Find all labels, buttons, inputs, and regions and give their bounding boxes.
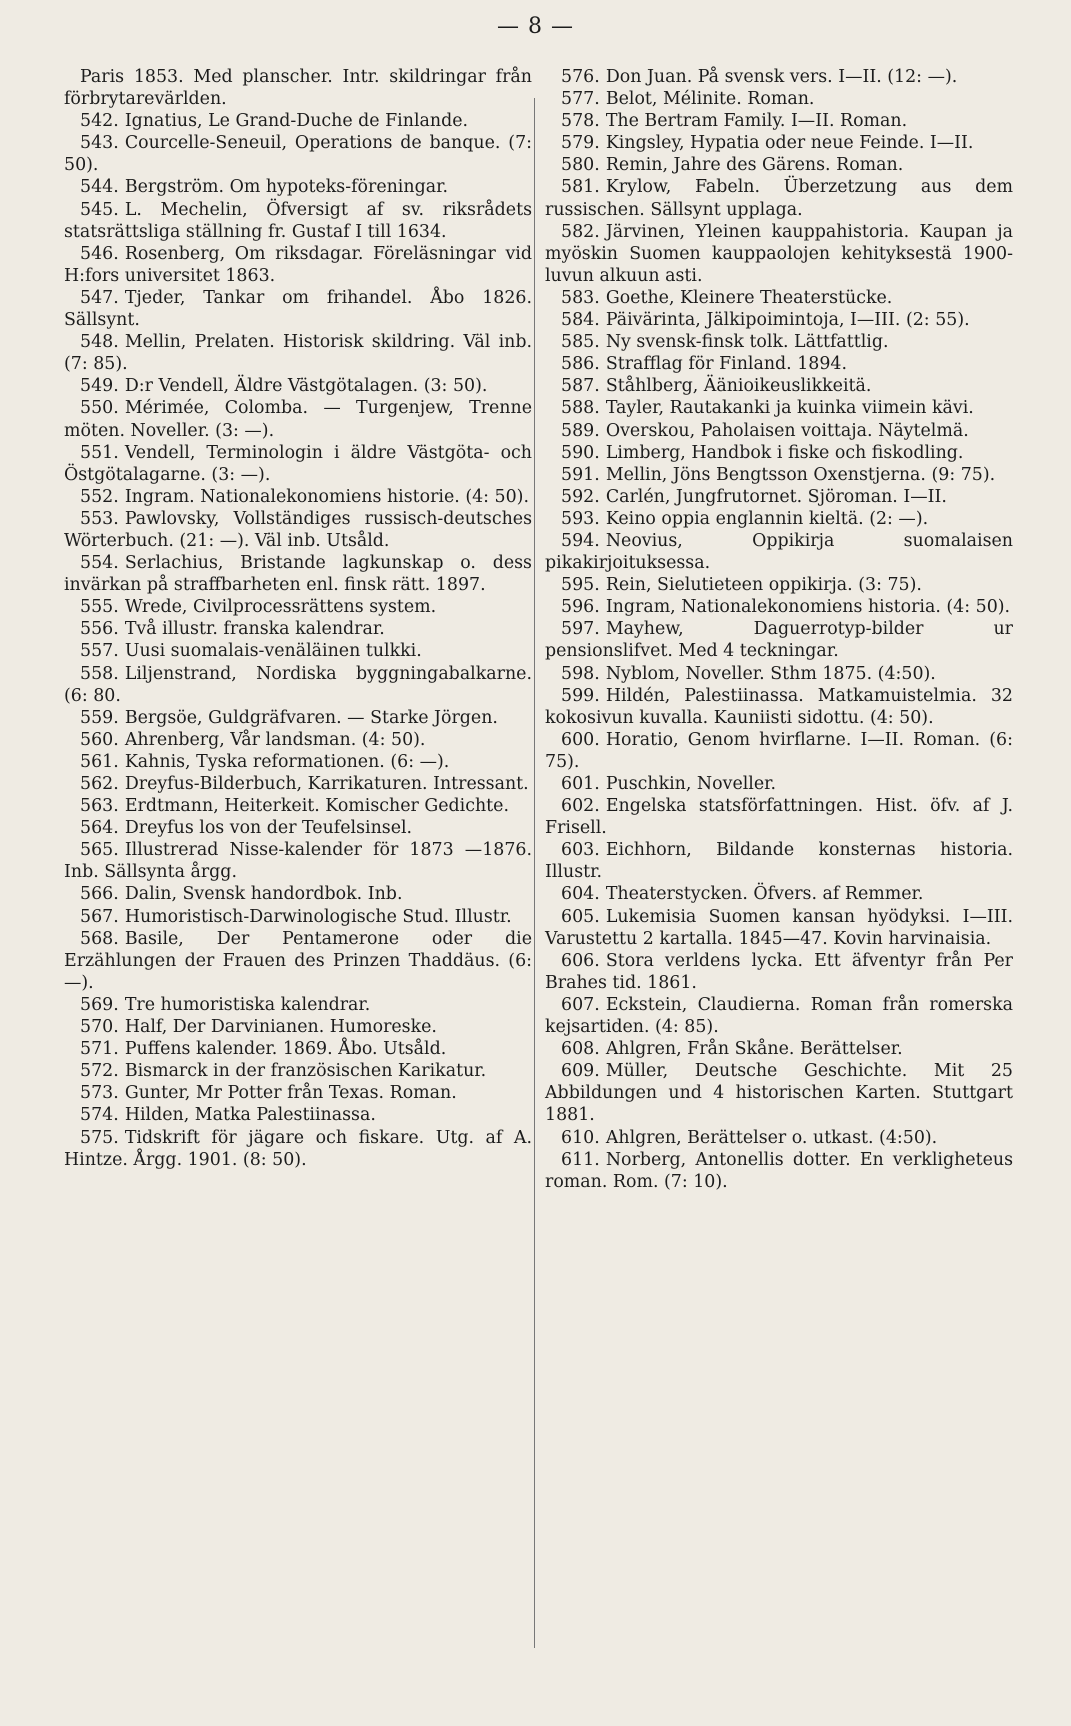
entry-number: 600.: [561, 729, 600, 750]
catalog-entry: [64, 176, 532, 198]
entry-text: Krylow, Fabeln. Überzetzung aus dem russischen. Sällsynt upplaga.: [545, 177, 1013, 220]
catalog-entry: [64, 1082, 532, 1104]
catalog-entry: [545, 1149, 1013, 1193]
catalog-entry: [545, 132, 1013, 154]
entry-number: 544.: [80, 177, 119, 198]
entry-number: 562.: [80, 774, 119, 794]
entry-number: 597.: [561, 619, 600, 640]
entry-number: 602.: [561, 796, 600, 817]
entry-number: 585.: [561, 332, 600, 353]
entry-number: 591.: [561, 464, 600, 485]
entry-text: Humoristisch-Darwinologische Stud. Illustr.: [124, 906, 512, 927]
entry-text: Vendell, Terminologin i äldre Västgöta- och Östgötalagarne. (3: —).: [64, 442, 532, 485]
entry-number: 584.: [561, 310, 600, 331]
entry-number: 606.: [561, 950, 600, 971]
catalog-entry: [545, 331, 1013, 353]
catalog-entry: [64, 199, 532, 243]
entry-text: Ahlgren, Från Skåne. Berättelser.: [605, 1039, 903, 1060]
catalog-entry: [64, 1060, 532, 1082]
entry-text: Dreyfus-Bilderbuch, Karrikaturen. Intressant.: [124, 774, 529, 794]
entry-text: Wrede, Civilprocessrättens system.: [124, 597, 437, 618]
entry-text: Engelska statsförfattningen. Hist. öfv. af J. Frisell.: [545, 796, 1013, 839]
catalog-entry: [64, 618, 532, 640]
entry-text: Horatio, Genom hvirflarne. I—II. Roman. (6: 75).: [545, 729, 1013, 772]
catalog-entry: [545, 994, 1013, 1038]
catalog-entry: [64, 883, 532, 905]
catalog-entry: [64, 331, 532, 375]
catalog-entry: [64, 906, 532, 928]
catalog-entry: [545, 464, 1013, 486]
catalog-entry: [545, 729, 1013, 773]
catalog-entry: [545, 309, 1013, 331]
entry-text: Järvinen, Yleinen kauppahistoria. Kaupan ja myöskin Suomen kauppaolojen kehityksestä 1900-luvun alkuun asti.: [545, 221, 1013, 286]
catalog-entry: [545, 883, 1013, 905]
catalog-entry: [64, 552, 532, 596]
catalog-entry: [64, 751, 532, 773]
catalog-entry: [64, 66, 532, 110]
right-column: [545, 66, 1013, 1193]
catalog-entry: [64, 596, 532, 618]
entry-text: Paris 1853. Med planscher. Intr. skildringar från förbrytarevärlden.: [64, 67, 532, 110]
catalog-entry: [545, 442, 1013, 464]
entry-number: 582.: [561, 221, 600, 242]
entry-number: 543.: [80, 133, 119, 154]
entry-number: 604.: [561, 884, 600, 905]
column-divider: [534, 98, 535, 1648]
entry-text: Uusi suomalais-venäläinen tulkki.: [124, 641, 422, 662]
entry-number: 576.: [561, 67, 600, 87]
entry-number: 593.: [561, 508, 600, 529]
entry-text: Dreyfus los von der Teufelsinsel.: [124, 818, 413, 839]
catalog-entry: [545, 906, 1013, 950]
entry-text: Belot, Mélinite. Roman.: [605, 89, 815, 110]
left-column: [64, 66, 532, 1171]
entry-text: Limberg, Handbok i fiske och fiskodling.: [605, 442, 964, 463]
entry-text: Dalin, Svensk handordbok. Inb.: [124, 884, 403, 905]
entry-number: 590.: [561, 442, 600, 463]
entry-text: Rosenberg, Om riksdagar. Föreläsningar vid H:fors universitet 1863.: [64, 243, 532, 286]
catalog-entry: [64, 773, 532, 795]
entry-text: Gunter, Mr Potter från Texas. Roman.: [124, 1083, 457, 1104]
entry-number: 575.: [80, 1127, 119, 1148]
entry-text: Remin, Jahre des Gärens. Roman.: [605, 155, 904, 176]
catalog-entry: [545, 110, 1013, 132]
entry-number: 567.: [80, 906, 119, 927]
catalog-entry: [64, 663, 532, 707]
page-number: — 8 —: [497, 14, 574, 39]
catalog-entry: [545, 397, 1013, 419]
entry-number: 589.: [561, 420, 600, 441]
entry-number: 552.: [80, 486, 119, 507]
entry-text: Eichhorn, Bildande konsternas historia. Illustr.: [545, 840, 1013, 883]
entry-number: 607.: [561, 994, 600, 1015]
entry-text: Ståhlberg, Äänioikeuslikkeitä.: [605, 376, 872, 397]
catalog-entry: [64, 1016, 532, 1038]
entry-number: 581.: [561, 177, 600, 198]
entry-number: 568.: [80, 928, 119, 949]
entry-text: Goethe, Kleinere Theaterstücke.: [605, 287, 893, 308]
entry-text: D:r Vendell, Äldre Västgötalagen. (3: 50).: [124, 376, 488, 397]
entry-number: 592.: [561, 486, 600, 507]
entry-number: 548.: [80, 332, 119, 353]
entry-text: Ny svensk-finsk tolk. Lättfattlig.: [605, 332, 889, 353]
catalog-entry: [64, 1038, 532, 1060]
catalog-entry: [545, 839, 1013, 883]
entry-text: Tre humoristiska kalendrar.: [124, 994, 371, 1015]
entry-number: 594.: [561, 530, 600, 551]
catalog-entry: [64, 729, 532, 751]
entry-text: Puffens kalender. 1869. Åbo. Utsåld.: [124, 1039, 447, 1060]
entry-number: 598.: [561, 663, 600, 684]
entry-number: 580.: [561, 155, 600, 176]
entry-number: 596.: [561, 597, 600, 618]
catalog-entry: [545, 1060, 1013, 1126]
entry-number: 547.: [80, 287, 119, 308]
entry-text: Tjeder, Tankar om frihandel. Åbo 1826. Sällsynt.: [64, 287, 532, 331]
catalog-entry: [545, 663, 1013, 685]
entry-number: 599.: [561, 685, 600, 706]
entry-text: Hilden, Matka Palestiinassa.: [124, 1105, 376, 1126]
entry-text: Ingram. Nationalekonomiens historie. (4: 50).: [124, 486, 529, 507]
entry-number: 546.: [80, 243, 119, 264]
entry-number: 578.: [561, 111, 600, 132]
entry-number: 605.: [561, 906, 600, 927]
catalog-entry: [64, 707, 532, 729]
entry-text: Kahnis, Tyska reformationen. (6: —).: [124, 751, 450, 772]
entry-text: Mérimée, Colomba. — Turgenjew, Trenne möten. Noveller. (3: —).: [64, 398, 532, 441]
entry-number: 569.: [80, 994, 119, 1015]
catalog-entry: [64, 994, 532, 1016]
entry-text: Ahlgren, Berättelser o. utkast. (4:50).: [605, 1127, 938, 1148]
catalog-entry: [545, 88, 1013, 110]
entry-text: Stora verldens lycka. Ett äfventyr från Per Brahes tid. 1861.: [545, 950, 1013, 993]
entry-number: 560.: [80, 729, 119, 750]
catalog-entry: [64, 795, 532, 817]
entry-text: L. Mechelin, Öfversigt af sv. riksrådets statsrättsliga ställning fr. Gustaf I till 1634.: [64, 199, 532, 242]
catalog-entry: [64, 110, 532, 132]
entry-text: Hildén, Palestiinassa. Matkamuistelmia. 32 kokosivun kuvalla. Kauniisti sidottu. (4: 50).: [545, 685, 1013, 728]
entry-number: 549.: [80, 376, 119, 397]
catalog-entry: [64, 508, 532, 552]
entry-number: 551.: [80, 442, 119, 463]
catalog-entry: [545, 596, 1013, 618]
catalog-entry: [64, 928, 532, 994]
entry-text: Erdtmann, Heiterkeit. Komischer Gedichte.: [124, 796, 509, 817]
catalog-entry: [545, 950, 1013, 994]
entry-number: 556.: [80, 619, 119, 640]
catalog-entry: [545, 154, 1013, 176]
entry-text: Theaterstycken. Öfvers. af Remmer.: [605, 884, 924, 905]
catalog-entry: [545, 221, 1013, 287]
entry-number: 572.: [80, 1061, 119, 1082]
entry-text: Half, Der Darvinianen. Humoreske.: [124, 1017, 437, 1038]
catalog-entry: [545, 375, 1013, 397]
entry-text: Strafflag för Finland. 1894.: [605, 354, 848, 375]
entry-number: 545.: [80, 199, 119, 220]
entry-number: 610.: [561, 1127, 600, 1148]
entry-text: Norberg, Antonellis dotter. En verkligheteus roman. Rom. (7: 10).: [545, 1149, 1013, 1192]
catalog-entry: [64, 817, 532, 839]
entry-number: 608.: [561, 1039, 600, 1060]
entry-number: 561.: [80, 751, 119, 772]
catalog-entry: [64, 397, 532, 441]
entry-number: 550.: [80, 398, 119, 419]
entry-text: Nyblom, Noveller. Sthm 1875. (4:50).: [605, 663, 936, 684]
entry-number: 542.: [80, 111, 119, 132]
entry-number: 557.: [80, 641, 119, 662]
entry-number: 554.: [80, 553, 119, 574]
entry-number: 611.: [561, 1149, 600, 1170]
entry-text: Neovius, Oppikirja suomalaisen pikakirjoituksessa.: [545, 530, 1013, 574]
entry-number: 571.: [80, 1039, 119, 1060]
entry-text: Overskou, Paholaisen voittaja. Näytelmä.: [605, 420, 969, 441]
entry-text: Mellin, Jöns Bengtsson Oxenstjerna. (9: 75).: [605, 464, 996, 485]
entry-text: Mellin, Prelaten. Historisk skildring. Väl inb. (7: 85).: [64, 332, 532, 375]
entry-text: Ingram, Nationalekonomiens historia. (4: 50).: [605, 597, 1011, 618]
entry-text: Bismarck in der französischen Karikatur.: [124, 1061, 487, 1082]
entry-number: 565.: [80, 840, 119, 861]
entry-text: Lukemisia Suomen kansan hyödyksi. I—III. Varustettu 2 kartalla. 1845—47. Kovin harvinaisia.: [545, 906, 1013, 949]
entry-text: Keino oppia englannin kieltä. (2: —).: [605, 508, 929, 529]
catalog-entry: [545, 773, 1013, 795]
catalog-entry: [64, 442, 532, 486]
catalog-entry: [64, 287, 532, 331]
entry-text: Liljenstrand, Nordiska byggningabalkarne. (6: 80.: [64, 663, 532, 706]
entry-number: 570.: [80, 1017, 119, 1038]
entry-text: Eckstein, Claudierna. Roman från romerska kejsartiden. (4: 85).: [545, 994, 1013, 1038]
entry-text: Tidskrift för jägare och fiskare. Utg. af A. Hintze. Årgg. 1901. (8: 50).: [64, 1127, 532, 1170]
entry-text: Ignatius, Le Grand-Duche de Finlande.: [124, 111, 469, 132]
entry-text: Mayhew, Daguerrotyp-bilder ur pensionslifvet. Med 4 teckningar.: [545, 619, 1013, 662]
catalog-entry: [545, 618, 1013, 662]
catalog-entry: [64, 132, 532, 176]
catalog-entry: [64, 839, 532, 883]
entry-number: 603.: [561, 840, 600, 861]
entry-text: The Bertram Family. I—II. Roman.: [605, 111, 908, 132]
entry-text: Kingsley, Hypatia oder neue Feinde. I—II.: [605, 133, 974, 154]
catalog-entry: [545, 795, 1013, 839]
catalog-entry: [64, 486, 532, 508]
entry-text: Carlén, Jungfrutornet. Sjöroman. I—II.: [605, 486, 947, 507]
catalog-entry: [545, 1038, 1013, 1060]
entry-text: Serlachius, Bristande lagkunskap o. dess invärkan på straffbarheten enl. finsk rätt. 1897.: [64, 553, 532, 596]
entry-text: Courcelle-Seneuil, Operations de banque. (7: 50).: [64, 133, 532, 176]
entry-number: 609.: [561, 1061, 600, 1082]
entry-text: Pawlovsky, Vollständiges russisch-deutsches Wörterbuch. (21: —). Väl inb. Utsåld.: [64, 508, 532, 551]
entry-number: 564.: [80, 818, 119, 839]
entry-text: Två illustr. franska kalendrar.: [124, 619, 385, 640]
catalog-entry: [64, 375, 532, 397]
entry-number: 577.: [561, 89, 600, 110]
catalog-entry: [545, 420, 1013, 442]
entry-text: Ahrenberg, Vår landsman. (4: 50).: [124, 729, 426, 750]
entry-number: 553.: [80, 508, 119, 529]
entry-text: Don Juan. På svensk vers. I—II. (12: —).: [605, 67, 958, 87]
catalog-entry: [545, 508, 1013, 530]
entry-number: 579.: [561, 133, 600, 154]
catalog-entry: [64, 243, 532, 287]
entry-number: 555.: [80, 597, 119, 618]
entry-number: 601.: [561, 774, 600, 794]
entry-number: 583.: [561, 287, 600, 308]
entry-text: Tayler, Rautakanki ja kuinka viimein kävi.: [605, 398, 974, 419]
catalog-entry: [64, 1127, 532, 1171]
catalog-entry: [545, 685, 1013, 729]
entry-text: Müller, Deutsche Geschichte. Mit 25 Abbildungen und 4 historischen Karten. Stuttgart 1881.: [545, 1061, 1013, 1126]
entry-text: Päivärinta, Jälkipoimintoja, I—III. (2: 55).: [605, 310, 970, 331]
entry-number: 563.: [80, 796, 119, 817]
catalog-entry: [545, 353, 1013, 375]
catalog-entry: [545, 66, 1013, 88]
entry-number: 573.: [80, 1083, 119, 1104]
catalog-entry: [64, 1104, 532, 1126]
catalog-entry: [545, 176, 1013, 220]
entry-number: 566.: [80, 884, 119, 905]
entry-text: Illustrerad Nisse-kalender för 1873 —1876. Inb. Sällsynta årgg.: [64, 840, 532, 883]
entry-text: Basile, Der Pentamerone oder die Erzählungen der Frauen des Prinzen Thaddäus. (6: —).: [64, 928, 532, 993]
catalog-entry: [545, 287, 1013, 309]
catalog-entry: [545, 574, 1013, 596]
catalog-entry: [64, 640, 532, 662]
catalog-entry: [545, 486, 1013, 508]
catalog-entry: [545, 530, 1013, 574]
entry-number: 574.: [80, 1105, 119, 1126]
catalog-entry: [545, 1127, 1013, 1149]
entry-number: 595.: [561, 575, 600, 596]
entry-number: 559.: [80, 707, 119, 728]
entry-text: Puschkin, Noveller.: [605, 774, 777, 794]
entry-number: 558.: [80, 663, 119, 684]
entry-number: 587.: [561, 376, 600, 397]
entry-text: Bergström. Om hypoteks-föreningar.: [124, 177, 448, 198]
entry-number: 588.: [561, 398, 600, 419]
entry-text: Rein, Sielutieteen oppikirja. (3: 75).: [605, 575, 922, 596]
entry-text: Bergsöe, Guldgräfvaren. — Starke Jörgen.: [124, 707, 498, 728]
entry-number: 586.: [561, 354, 600, 375]
